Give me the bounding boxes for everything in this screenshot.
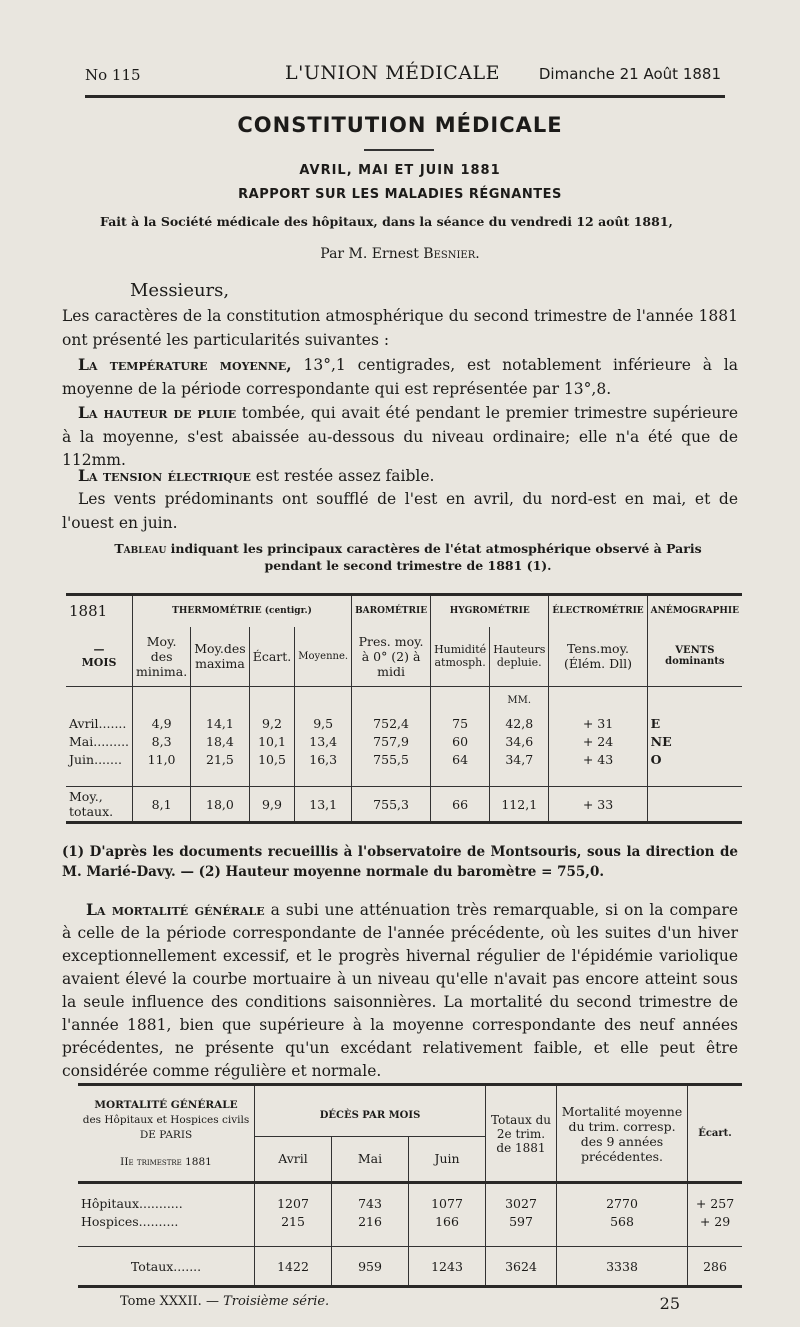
mortality-label-header [78, 1085, 255, 1183]
avril-header: Avril [255, 1137, 332, 1181]
row-moyenne: 568 [557, 1213, 688, 1231]
row-ecart: 10,1 [249, 733, 295, 751]
total-ecart: 9,9 [249, 787, 295, 823]
table-row [66, 733, 742, 751]
hygro-header: HYGROMÉTRIE [431, 595, 549, 627]
row-hum: 60 [431, 733, 490, 751]
row-pluie: 34,7 [490, 751, 549, 769]
row-mois: Mai......... [66, 733, 133, 751]
mt-h1: MORTALITÉ GÉNÉRALE [94, 1098, 238, 1111]
anemo-header: ANÉMOGRAPHIE [650, 606, 740, 617]
row-mai: 743 [332, 1195, 409, 1213]
total-mai: 959 [332, 1247, 409, 1287]
mortality-label: La mortalité générale [86, 900, 265, 919]
table-row [78, 1195, 742, 1213]
mai-header: Mai [332, 1137, 409, 1181]
row-moy: 13,4 [295, 733, 352, 751]
mt-h4: IIe trimestre 1881 [120, 1155, 212, 1168]
total-hum: 66 [431, 787, 490, 823]
paragraph-3 [62, 401, 738, 473]
juin-header: Juin [434, 1151, 460, 1166]
total-moy: 13,1 [295, 787, 352, 823]
row-min: 11,0 [133, 751, 191, 769]
row-max: 18,4 [191, 733, 250, 751]
row-moy: 16,3 [295, 751, 352, 769]
mortality-table [78, 1083, 742, 1288]
total-pres: 755,3 [352, 787, 431, 823]
moyenne-header: Mortalité moyenne du trim. corresp. des 9 années précédentes. [557, 1085, 688, 1183]
pres-header: Pres. moy. à 0° (2) à midi [352, 627, 431, 687]
moy-header: Moyenne. [295, 627, 352, 687]
paragraph-5 [62, 488, 738, 535]
row-max: 14,1 [191, 715, 250, 733]
paragraph-2-text: 13°,1 centigrades, est notablement inférieure à la moyenne de la période correspondante qui est représentée par 13°,8. [62, 356, 738, 398]
row-juin: 1077 [409, 1195, 486, 1213]
paragraph-3-label: La hauteur de pluie [78, 403, 237, 422]
total-label: Totaux....... [78, 1247, 255, 1287]
ecart-header: Écart. [698, 1128, 732, 1139]
row-min: 8,3 [133, 733, 191, 751]
total-total: 3624 [486, 1247, 557, 1287]
row-pres: 757,9 [352, 733, 431, 751]
row-ecart: 10,5 [249, 751, 295, 769]
total-row [66, 787, 742, 823]
article-title: CONSTITUTION MÉDICALE [237, 113, 563, 137]
table-row [66, 751, 742, 769]
mortality-text: a subi une atténuation très remarquable, si on la compare à celle de la période correspondante de l'année précédente, où les suites d'un hiver exceptionnellement excessif, et le progrès hivernal régulier de l'épidémie variolique avaient élevé la courbe mortuaire à un niveau qu'elle n'avait pas encore atteint sous la seule influence des conditions saisonnières. La mortalité du second trimestre de l'année 1881, bien que supérieure à la moyenne correspondante des neuf années précédentes, ne présente qu'un excédant relativement faible, et elle peut être considérée comme régulière et normale. [62, 901, 738, 1080]
row-label: Hospices.......... [78, 1213, 255, 1231]
table1-caption [88, 540, 728, 574]
row-mois: Juin....... [66, 751, 133, 769]
paragraph-4-text: est restée assez faible. [250, 467, 435, 485]
electro-header: ÉLECTROMÉTRIE [549, 595, 647, 627]
issue-number: No 115 [85, 66, 141, 84]
table1-caption-text: indiquant les principaux caractères de l'état atmosphérique observé à Paris pendant le second trimestre de 1881 (1). [166, 541, 702, 573]
table-row [66, 715, 742, 733]
min-header: Moy. des minima. [133, 627, 191, 687]
row-pluie: 34,6 [490, 733, 549, 751]
paragraph-4 [62, 464, 738, 489]
footnotes: (1) D'après les documents recueillis à l'observatoire de Montsouris, sous la direction de M. Marié-Davy. — (2) Hauteur moyenne normale du baromètre = 755,0. [62, 844, 738, 880]
author-prefix: Par M. Ernest [320, 246, 424, 262]
table1-caption-label: Tableau [114, 541, 167, 556]
total-tens: + 33 [549, 787, 647, 823]
total-avril: 1422 [255, 1247, 332, 1287]
row-max: 21,5 [191, 751, 250, 769]
journal-title: L'UNION MÉDICALE [285, 62, 501, 84]
total-min: 8,1 [133, 787, 191, 823]
table-row [78, 1213, 742, 1231]
total-row [78, 1247, 742, 1287]
row-vent: E [650, 716, 661, 731]
mois-dash: — [93, 643, 105, 657]
paragraph-4-label: La tension électrique [78, 466, 251, 485]
vents-header: VENTS dominants [665, 645, 725, 668]
page-header [85, 62, 725, 90]
mt-h2: des Hôpitaux et Hospices civils [82, 1113, 250, 1126]
row-pres: 755,5 [352, 751, 431, 769]
title-divider [364, 149, 434, 151]
article-report: RAPPORT SUR LES MALADIES RÉGNANTES [238, 187, 562, 202]
row-ecart: 9,2 [249, 715, 295, 733]
weather-table [66, 593, 742, 824]
article-author [0, 246, 800, 262]
row-moy: 9,5 [295, 715, 352, 733]
row-mois: Avril....... [66, 715, 133, 733]
baro-header: BAROMÉTRIE [352, 595, 431, 627]
issue-date: Dimanche 21 Août 1881 [538, 65, 721, 83]
paragraph-2 [62, 353, 738, 401]
footer-serie: Troisième série. [223, 1294, 330, 1309]
tens-header: Tens.moy. (Élém. Dll) [549, 627, 647, 687]
row-tens: + 31 [549, 715, 647, 733]
paragraph-5-text: Les vents prédominants ont soufflé de l'est en avril, du nord-est en mai, et de l'ouest en juin. [62, 490, 738, 532]
thermo-header: THERMOMÉTRIE (centigr.) [133, 595, 352, 627]
article-period: AVRIL, MAI ET JUIN 1881 [299, 163, 501, 178]
row-vent: O [650, 752, 662, 767]
salutation: Messieurs, [130, 280, 230, 301]
total-max: 18,0 [191, 787, 250, 823]
pluie-header: Hauteurs depluie. [490, 627, 549, 687]
header-rule [85, 95, 725, 98]
row-hum: 64 [431, 751, 490, 769]
mois-header [66, 627, 133, 687]
unit-mm: MM. [490, 687, 549, 715]
total-pluie: 112,1 [490, 787, 549, 823]
row-pres: 752,4 [352, 715, 431, 733]
row-ecart: + 29 [699, 1214, 731, 1229]
row-label: Hôpitaux........... [78, 1195, 255, 1213]
mois-label: MOIS [81, 656, 117, 670]
article-context: Fait à la Société médicale des hôpitaux, dans la séance du vendredi 12 août 1881, [100, 214, 673, 229]
mortality-paragraph [62, 898, 738, 1083]
total-ecart: 286 [703, 1258, 727, 1274]
row-tens: + 24 [549, 733, 647, 751]
paragraph-3-text: tombée, qui avait été pendant le premier trimestre supérieure à la moyenne, s'est abaissée au-dessous du niveau ordinaire; elle n'a été que de 112mm. [62, 404, 738, 469]
row-tens: + 43 [549, 751, 647, 769]
total-juin: 1243 [409, 1247, 486, 1287]
row-total: 597 [486, 1213, 557, 1231]
deces-group [255, 1085, 486, 1183]
row-total: 3027 [486, 1195, 557, 1213]
row-avril: 215 [255, 1213, 332, 1231]
year-label: 1881 [66, 595, 133, 627]
row-avril: 1207 [255, 1195, 332, 1213]
total-mois: Moy., totaux. [66, 787, 133, 823]
total-moyenne: 3338 [557, 1247, 688, 1287]
mt-h3: DE PARIS [139, 1128, 193, 1141]
paragraph-1-text: Les caractères de la constitution atmosphérique du second trimestre de l'année 1881 ont présenté les particularités suivantes : [62, 307, 738, 349]
row-mai: 216 [332, 1213, 409, 1231]
ecart-header: Écart. [249, 627, 295, 687]
row-pluie: 42,8 [490, 715, 549, 733]
paragraph-1 [62, 305, 738, 352]
row-juin: 166 [409, 1213, 486, 1231]
max-header: Moy.des maxima [191, 627, 250, 687]
totaux-header: Totaux du 2e trim. de 1881 [486, 1085, 557, 1183]
author-name: Besnier. [423, 246, 480, 262]
footer-tome: Tome XXXII. — [120, 1294, 224, 1309]
page-footer [120, 1294, 680, 1313]
page-number: 25 [659, 1294, 680, 1313]
row-hum: 75 [431, 715, 490, 733]
deces-header: DÉCÈS PAR MOIS [319, 1110, 421, 1121]
row-vent: NE [650, 734, 672, 749]
row-min: 4,9 [133, 715, 191, 733]
hum-header: Humidité atmosph. [431, 627, 490, 687]
row-moyenne: 2770 [557, 1195, 688, 1213]
row-ecart: + 257 [695, 1196, 735, 1211]
paragraph-2-label: La température moyenne, [78, 355, 292, 374]
